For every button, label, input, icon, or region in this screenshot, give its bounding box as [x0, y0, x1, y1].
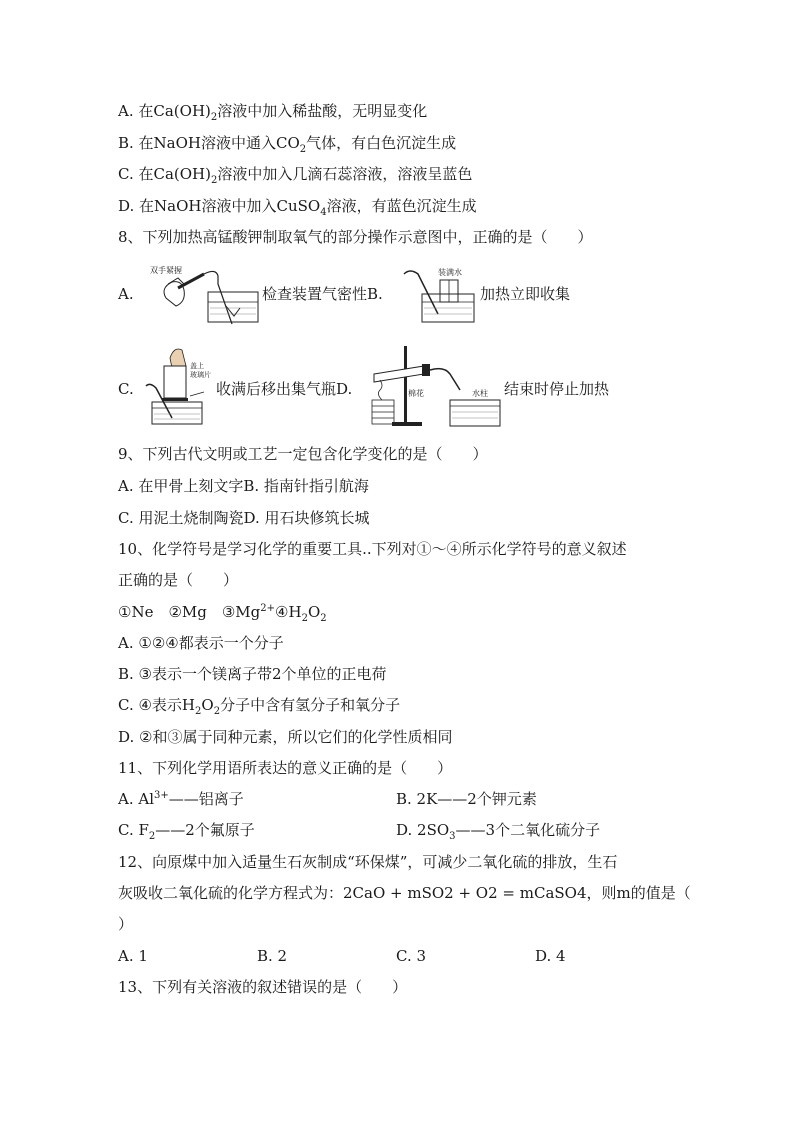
fig-d-label-2: 水柱 [472, 389, 488, 398]
fig-check-airtightness [148, 262, 260, 326]
option-c-prev: C. 在$Ca(OH)_2$溶液中加入几滴石蕊溶液，溶液呈蓝色 [118, 165, 473, 186]
q10-stem-1: 10、化学符号是学习化学的重要工具..下列对①～④所示化学符号的意义叙述 [118, 540, 627, 558]
fig-b-label: 装满水 [438, 268, 462, 277]
q10-stem-2: 正确的是（ ） [118, 571, 239, 589]
q8-option-a-letter: A. [118, 285, 134, 303]
q12-stem-3: ） [118, 915, 134, 933]
fig-c-label-1: 盖上 [190, 362, 204, 370]
q8-option-d-text: 结束时停止加热 [504, 380, 610, 398]
q8-option-a-text: 检查装置气密性B. [262, 285, 383, 303]
q12-stem-1: 12、向原煤中加入适量生石灰制成“环保煤”，可减少二氧化硫的排放，生石 [118, 853, 618, 871]
q8-stem: 8、下列加热高锰酸钾制取氧气的部分操作示意图中，正确的是（ ） [118, 228, 593, 246]
fig-heat-collect [400, 264, 478, 326]
fig-c-label-2: 玻璃片 [190, 371, 211, 379]
option-a-prev: A. 在$Ca(OH)_2$溶液中加入稀盐酸，无明显变化 [118, 102, 428, 123]
fig-d-label-1: 棉花 [408, 389, 424, 398]
q9-stem: 9、下列古代文明或工艺一定包含化学变化的是（ ） [118, 445, 488, 463]
q10-option-c: C. ④表示$H_2O_2$分子中含有氢分子和氧分子 [118, 696, 401, 717]
q12-option-b: B. 2 [257, 947, 288, 965]
q12-stem-2: 灰吸收二氧化硫的化学方程式为：2CaO + mSO2 + O2 = mCaSO4，则m的值是（ [118, 884, 691, 902]
q9-options-ab: A. 在甲骨上刻文字B. 指南针指引航海 [118, 477, 369, 495]
q10-option-b: B. ③表示一个镁离子带2个单位的正电荷 [118, 665, 387, 683]
q12-option-a: A. 1 [118, 947, 148, 965]
fig-a-label: 双手紧握 [150, 266, 182, 275]
fig-remove-bottle [144, 344, 216, 426]
q10-option-a: A. ①②④都表示一个分子 [118, 634, 284, 652]
q12-option-d: D. 4 [535, 947, 566, 965]
q11-stem: 11、下列化学用语所表达的意义正确的是（ ） [118, 759, 453, 777]
q10-option-d: D. ②和③属于同种元素，所以它们的化学性质相同 [118, 728, 453, 746]
fig-stop-heating [364, 344, 504, 430]
q11-option-d: D. $2SO_3——3$个二氧化硫分子 [396, 821, 601, 842]
q8-option-c-text: 收满后移出集气瓶D. [216, 380, 353, 398]
q12-option-c: C. 3 [396, 947, 427, 965]
q11-option-c: C. $F_2——2$个氟原子 [118, 821, 255, 842]
q10-symbols: ①Ne ②Mg $③Mg^{2+}④H_2O_2$ [118, 603, 327, 624]
q13-stem: 13、下列有关溶液的叙述错误的是（ ） [118, 978, 408, 996]
q8-option-b-text: 加热立即收集 [480, 285, 571, 303]
q8-option-c-letter: C. [118, 380, 134, 398]
option-b-prev: B. 在NaOH溶液中通入$CO_2$气体，有白色沉淀生成 [118, 134, 457, 155]
q9-options-cd: C. 用泥土烧制陶瓷D. 用石块修筑长城 [118, 509, 370, 527]
q11-option-b: B. 2K——2个钾元素 [396, 790, 537, 808]
q11-option-a: A. $Al^{3+}——$铝离子 [118, 790, 244, 808]
option-d-prev: D. 在NaOH溶液中加入CuSO$_4$溶液，有蓝色沉淀生成 [118, 197, 477, 218]
